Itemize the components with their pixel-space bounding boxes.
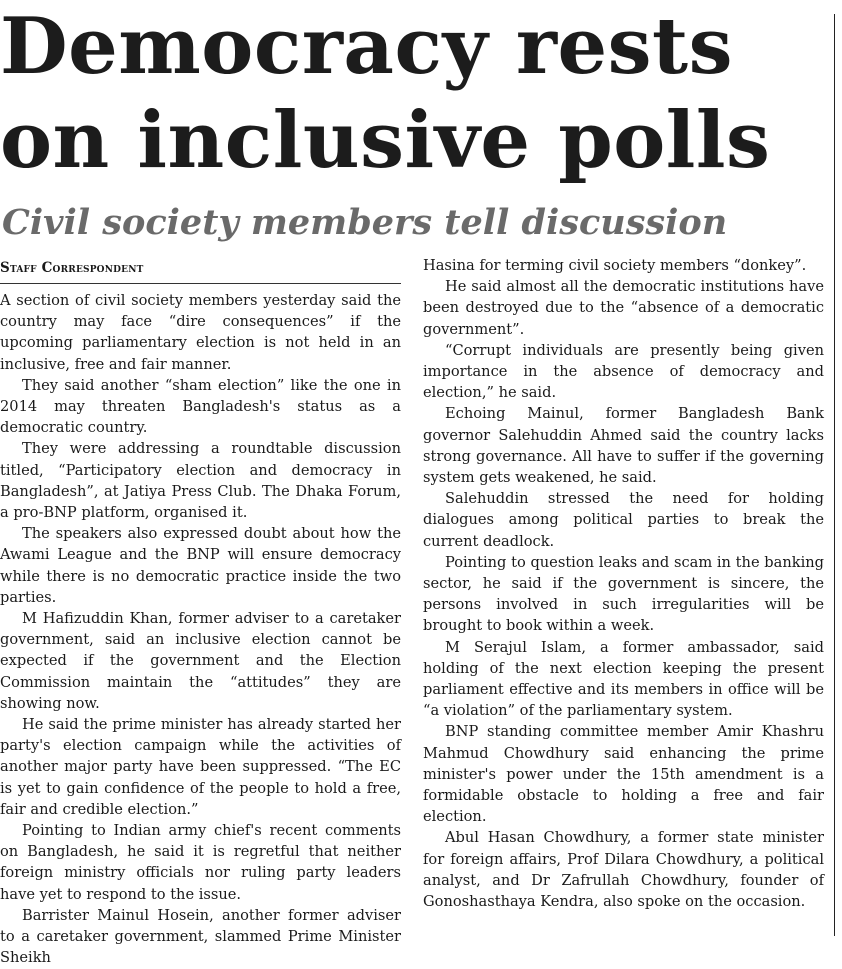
paragraph: Hasina for terming civil society members “donkey”. bbox=[423, 257, 807, 274]
paragraph: The speakers also expressed doubt about how the Awami League and the BNP will ensure democracy while there is no democratic practice inside the two parties. bbox=[0, 525, 401, 606]
article-column-2 bbox=[423, 255, 824, 912]
paragraph: M Serajul Islam, a former ambassador, said holding of the next election keeping the present parliament effective and its members in office will be “a violation” of the parliamentary system. bbox=[423, 638, 824, 720]
paragraph: A section of civil society members yesterday said the country may face “dire consequences” if the upcoming parliamentary election is not held in an inclusive, free and fair manner. bbox=[0, 292, 401, 373]
subheadline: Civil society members tell discussion bbox=[2, 202, 728, 243]
paragraph: Echoing Mainul, former Bangladesh Bank governor Salehuddin Ahmed said the country lacks strong governance. All have to suffer if the governing system gets weakened, he said. bbox=[423, 405, 824, 487]
paragraph: They were addressing a roundtable discussion titled, “Participatory election and democracy in Bangladesh”, at Jatiya Press Club. The Dhaka Forum, a pro-BNP platform, organised it. bbox=[0, 440, 401, 522]
paragraph: Salehuddin stressed the need for holding dialogues among political parties to break the current deadlock. bbox=[423, 490, 824, 550]
paragraph: Pointing to question leaks and scam in the banking sector, he said if the government is sincere, the persons involved in such irregularities will be brought to book within a week. bbox=[423, 553, 824, 635]
paragraph: “Corrupt individuals are presently being given importance in the absence of democracy and election,” he said. bbox=[423, 341, 824, 402]
article-column-1 bbox=[0, 290, 401, 969]
paragraph: Pointing to Indian army chief's recent comments on Bangladesh, he said it is regretful that neither foreign ministry officials nor ruling party leaders have yet to respond to the issue. bbox=[0, 822, 401, 903]
headline: Democracy rests on inclusive polls bbox=[0, 1, 771, 186]
paragraph: BNP standing committee member Amir Khashru Mahmud Chowdhury said enhancing the prime minister's power under the 15th amendment is a formidable obstacle to holding a free and fair election. bbox=[423, 723, 824, 826]
column-rule bbox=[834, 14, 835, 936]
byline: Staff Correspondent bbox=[0, 257, 401, 284]
paragraph: He said the prime minister has already started her party's election campaign while the activities of another major party have been suppressed. “The EC is yet to gain confidence of the people to hold a free, fair and credible election.” bbox=[0, 716, 401, 818]
paragraph: M Hafizuddin Khan, former adviser to a caretaker government, said an inclusive election cannot be expected if the government and the Election Commission maintain the “attitudes” they are showing now. bbox=[0, 610, 401, 712]
paragraph: Abul Hasan Chowdhury, a former state minister for foreign affairs, Prof Dilara Chowdhury, a political analyst, and Dr Zafrullah Chowdhury, founder of Gonoshasthaya Kendra, also spoke on the occasion. bbox=[423, 829, 824, 911]
paragraph: He said almost all the democratic institutions have been destroyed due to the “absence of a democratic government”. bbox=[423, 278, 824, 338]
paragraph: They said another “sham election” like the one in 2014 may threaten Bangladesh's status as a democratic country. bbox=[0, 376, 401, 437]
paragraph: Barrister Mainul Hosein, another former adviser to a caretaker government, slammed Prime Minister Sheikh bbox=[0, 906, 401, 967]
